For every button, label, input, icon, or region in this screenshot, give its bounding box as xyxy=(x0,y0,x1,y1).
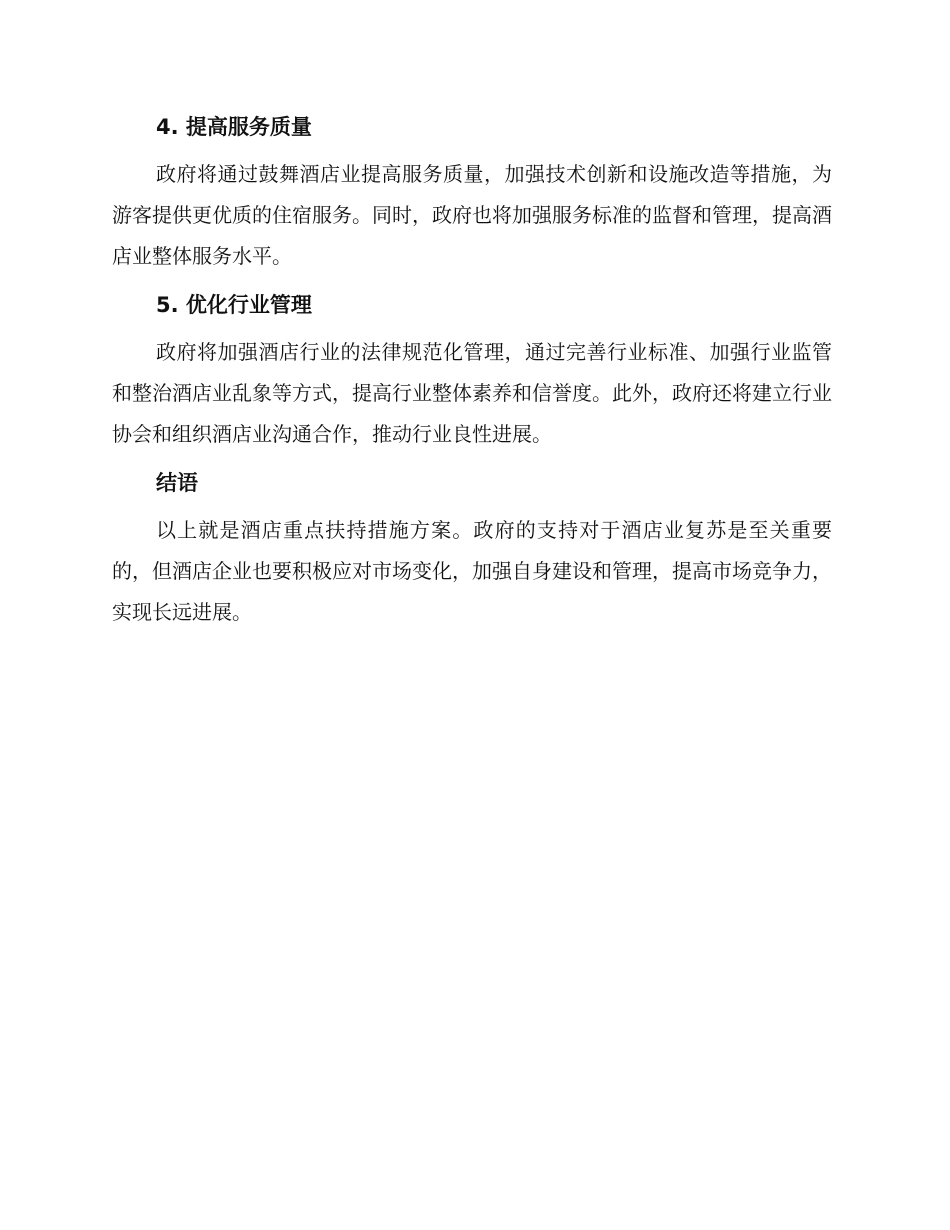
section-heading: 结语 xyxy=(156,471,198,495)
section-paragraph: 政府将加强酒店行业的法律规范化管理，通过完善行业标准、加强行业监管和整治酒店业乱象等方式，提高行业整体素养和信誉度。此外，政府还将建立行业协会和组织酒店业沟通合作，推动行业良性进展。 xyxy=(112,340,832,446)
section-heading: 4. 提高服务质量 xyxy=(156,115,312,139)
section-heading: 5. 优化行业管理 xyxy=(156,293,312,317)
section-paragraph: 政府将通过鼓舞酒店业提高服务质量，加强技术创新和设施改造等措施，为游客提供更优质的住宿服务。同时，政府也将加强服务标准的监督和管理，提高酒店业整体服务水平。 xyxy=(112,162,832,268)
section-paragraph: 以上就是酒店重点扶持措施方案。政府的支持对于酒店业复苏是至关重要的，但酒店企业也要积极应对市场变化，加强自身建设和管理，提高市场竞争力，实现长远进展。 xyxy=(112,518,832,624)
document-body xyxy=(112,108,832,633)
section-conclusion xyxy=(112,464,832,633)
section-industry-management xyxy=(112,286,832,455)
section-service-quality xyxy=(112,108,832,277)
